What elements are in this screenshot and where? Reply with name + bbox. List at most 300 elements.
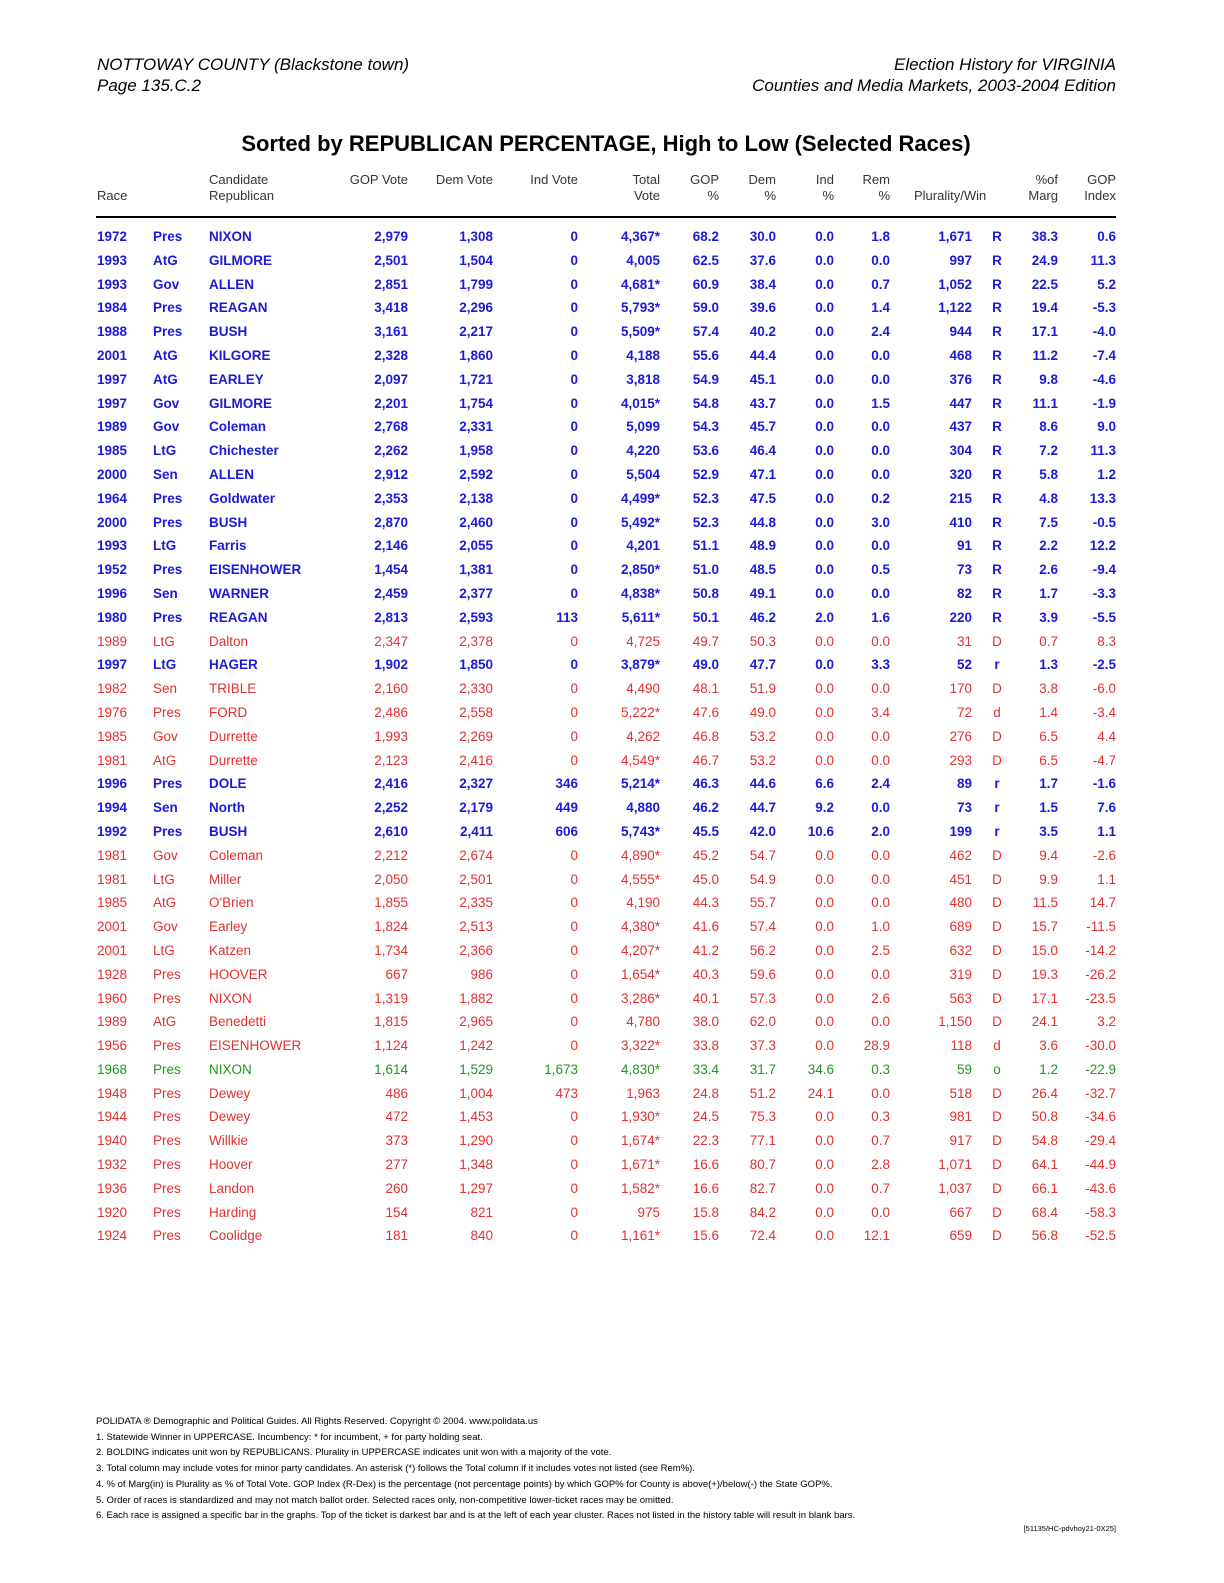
plurality: 73 xyxy=(956,562,972,578)
gop-index: 9.0 xyxy=(1097,419,1116,435)
dem-pct: 46.4 xyxy=(749,443,776,459)
gop-vote: 2,912 xyxy=(374,466,408,482)
race-office: LtG xyxy=(153,657,177,673)
dem-vote: 2,501 xyxy=(459,871,493,887)
dem-pct: 57.4 xyxy=(749,919,776,935)
rem-pct: 0.0 xyxy=(871,633,890,649)
plurality: 304 xyxy=(949,443,972,459)
table-row xyxy=(0,704,1224,728)
rem-pct: 0.2 xyxy=(871,490,890,506)
table-row xyxy=(0,371,1224,395)
winner: R xyxy=(992,229,1002,244)
pct-margin: 64.1 xyxy=(1031,1157,1058,1173)
ind-vote: 113 xyxy=(556,609,578,625)
table-row xyxy=(0,442,1224,466)
pct-margin: 6.5 xyxy=(1039,728,1058,744)
winner: R xyxy=(992,395,1002,411)
race-year: 1944 xyxy=(97,1109,128,1125)
total-vote: 4,681* xyxy=(620,276,660,292)
ind-vote: 0 xyxy=(570,1180,578,1196)
dem-pct: 49.1 xyxy=(749,585,776,601)
table-row xyxy=(0,609,1224,633)
total-vote: 5,611* xyxy=(621,609,660,625)
table-row xyxy=(0,585,1224,609)
table-row xyxy=(0,847,1224,871)
dem-pct: 54.7 xyxy=(749,847,776,863)
dem-vote: 2,674 xyxy=(459,847,493,863)
plurality: 320 xyxy=(949,466,972,482)
gop-pct: 62.5 xyxy=(692,252,719,268)
dem-vote: 2,217 xyxy=(459,324,493,340)
table-row xyxy=(0,347,1224,371)
ind-vote: 0 xyxy=(570,1014,578,1030)
plurality: 220 xyxy=(949,609,972,625)
ind-pct: 0.0 xyxy=(815,704,834,720)
candidate-name: WARNER xyxy=(209,585,269,601)
dem-pct: 53.2 xyxy=(749,728,776,744)
total-vote: 1,963 xyxy=(626,1085,660,1101)
winner: D xyxy=(992,752,1002,768)
dem-vote: 2,335 xyxy=(459,895,493,911)
footnotes xyxy=(96,1414,855,1524)
gop-index: -52.5 xyxy=(1085,1228,1116,1244)
gop-pct: 50.1 xyxy=(692,609,719,625)
ind-vote: 0 xyxy=(570,229,578,244)
gop-pct: 46.8 xyxy=(692,728,719,744)
race-year: 1997 xyxy=(97,395,128,411)
race-year: 1920 xyxy=(97,1204,128,1220)
race-year: 1996 xyxy=(97,776,128,792)
dem-pct: 51.2 xyxy=(749,1085,776,1101)
dem-vote: 2,366 xyxy=(459,942,493,958)
ind-pct: 0.0 xyxy=(815,300,834,316)
pct-margin: 7.2 xyxy=(1039,443,1058,459)
winner: D xyxy=(992,1133,1002,1149)
winner: r xyxy=(994,776,1000,792)
pct-margin: 1.5 xyxy=(1039,800,1058,816)
gop-vote: 2,610 xyxy=(374,823,408,839)
dem-vote: 1,529 xyxy=(459,1061,493,1077)
gop-vote: 2,050 xyxy=(374,871,408,887)
col-ind-pct-line1: Ind xyxy=(815,172,834,187)
race-office: LtG xyxy=(153,871,175,887)
pct-margin: 8.6 xyxy=(1039,419,1058,435)
total-vote: 1,161* xyxy=(620,1228,660,1244)
dem-pct: 72.4 xyxy=(749,1228,776,1244)
gop-vote: 260 xyxy=(385,1180,408,1196)
candidate-name: TRIBLE xyxy=(209,681,257,697)
gop-vote: 667 xyxy=(385,966,408,982)
total-vote: 5,743* xyxy=(620,823,660,839)
total-vote: 5,222* xyxy=(620,704,660,720)
candidate-name: Katzen xyxy=(209,942,252,958)
gop-index: 4.4 xyxy=(1097,728,1116,744)
ind-pct: 0.0 xyxy=(815,990,834,1006)
dem-vote: 1,290 xyxy=(459,1133,493,1149)
gop-pct: 44.3 xyxy=(692,895,719,911)
ind-vote: 346 xyxy=(555,776,578,792)
col-candidate-line2: Republican xyxy=(209,188,275,203)
rem-pct: 0.0 xyxy=(871,1204,890,1220)
winner: R xyxy=(992,276,1002,292)
total-vote: 5,793* xyxy=(620,300,660,316)
race-year: 2000 xyxy=(97,466,128,482)
race-office: Sen xyxy=(153,585,178,601)
race-office: Gov xyxy=(153,847,178,863)
ind-vote: 0 xyxy=(570,942,578,958)
col-total-vote xyxy=(633,172,660,204)
rem-pct: 2.4 xyxy=(871,776,890,792)
dem-vote: 1,882 xyxy=(459,990,493,1006)
total-vote: 3,322* xyxy=(620,1038,660,1054)
plurality: 667 xyxy=(949,1204,972,1220)
rem-pct: 2.6 xyxy=(871,990,890,1006)
race-office: AtG xyxy=(153,347,178,363)
gop-vote: 2,501 xyxy=(374,252,408,268)
gop-index: -30.0 xyxy=(1085,1038,1116,1054)
gop-pct: 45.5 xyxy=(692,823,719,839)
race-year: 1993 xyxy=(97,252,128,268)
ind-vote: 449 xyxy=(555,800,578,816)
gop-pct: 15.8 xyxy=(692,1204,719,1220)
winner: R xyxy=(992,609,1002,625)
race-year: 1952 xyxy=(97,562,128,578)
plurality: 451 xyxy=(949,871,972,887)
race-office: Pres xyxy=(153,1109,181,1125)
winner: D xyxy=(992,871,1002,887)
dem-pct: 48.5 xyxy=(749,562,776,578)
pct-margin: 9.8 xyxy=(1039,371,1058,387)
winner: r xyxy=(994,657,1000,673)
col-marg-line2: Marg xyxy=(1028,188,1058,203)
race-office: Pres xyxy=(153,1157,181,1173)
col-candidate xyxy=(209,172,274,204)
gop-vote: 1,319 xyxy=(374,990,408,1006)
race-office: Pres xyxy=(153,300,183,316)
total-vote: 1,671* xyxy=(620,1157,660,1173)
dem-vote: 2,179 xyxy=(459,800,493,816)
footnote-2: 2. BOLDING indicates unit won by REPUBLICANS. Plurality in UPPERCASE indicates unit won with a majority of the vote. xyxy=(96,1447,612,1459)
total-vote: 4,725 xyxy=(626,633,660,649)
table-row xyxy=(0,966,1224,990)
race-year: 1968 xyxy=(97,1061,128,1077)
gop-index: -43.6 xyxy=(1085,1180,1116,1196)
gop-pct: 46.3 xyxy=(692,776,719,792)
gop-pct: 45.2 xyxy=(692,847,719,863)
plurality: 118 xyxy=(950,1038,972,1054)
gop-index: -9.4 xyxy=(1092,562,1116,578)
ind-vote: 0 xyxy=(570,728,578,744)
pct-margin: 1.2 xyxy=(1039,1061,1058,1077)
pct-margin: 1.3 xyxy=(1039,657,1058,673)
gop-index: -5.5 xyxy=(1092,609,1116,625)
race-office: Pres xyxy=(153,1133,181,1149)
dem-vote: 1,348 xyxy=(459,1157,493,1173)
total-vote: 4,207* xyxy=(620,942,660,958)
table-row xyxy=(0,276,1224,300)
dem-pct: 53.2 xyxy=(749,752,776,768)
dem-vote: 2,269 xyxy=(459,728,493,744)
rem-pct: 0.0 xyxy=(871,895,890,911)
winner: D xyxy=(992,1204,1002,1220)
plurality: 215 xyxy=(949,490,972,506)
gop-vote: 2,486 xyxy=(374,704,408,720)
table-row xyxy=(0,1156,1224,1180)
dem-vote: 1,958 xyxy=(459,443,493,459)
table-row xyxy=(0,656,1224,680)
plurality: 1,150 xyxy=(938,1014,972,1030)
dem-vote: 1,860 xyxy=(459,347,493,363)
dem-vote: 2,331 xyxy=(459,419,493,435)
gop-pct: 60.9 xyxy=(692,276,719,292)
winner: R xyxy=(992,585,1002,601)
dem-vote: 2,138 xyxy=(459,490,493,506)
table-row xyxy=(0,871,1224,895)
table-row xyxy=(0,299,1224,323)
gop-index: 1.2 xyxy=(1097,466,1116,482)
col-dem-pct-line2: % xyxy=(764,188,776,203)
rem-pct: 1.8 xyxy=(871,229,890,244)
rem-pct: 1.5 xyxy=(871,395,890,411)
candidate-name: EISENHOWER xyxy=(209,562,302,578)
gop-vote: 181 xyxy=(385,1228,408,1244)
pct-margin: 26.4 xyxy=(1031,1085,1058,1101)
gop-vote: 2,160 xyxy=(374,681,408,697)
dem-vote: 840 xyxy=(470,1228,493,1244)
table-row xyxy=(0,514,1224,538)
pct-margin: 24.9 xyxy=(1031,252,1058,268)
results-table xyxy=(0,228,1224,1251)
ind-vote: 0 xyxy=(570,871,578,887)
county-name: NOTTOWAY COUNTY (Blackstone town) xyxy=(97,55,410,74)
plurality: 1,122 xyxy=(938,300,972,316)
plurality: 52 xyxy=(956,657,972,673)
race-office: Pres xyxy=(153,704,181,720)
race-office: Pres xyxy=(153,1228,181,1244)
race-office: Pres xyxy=(153,823,183,839)
dem-vote: 1,308 xyxy=(459,229,493,244)
race-year: 1989 xyxy=(97,1014,128,1030)
race-office: Pres xyxy=(153,1085,181,1101)
winner: D xyxy=(992,942,1002,958)
plurality: 632 xyxy=(949,942,972,958)
plurality: 199 xyxy=(949,823,972,839)
dem-vote: 1,242 xyxy=(459,1038,493,1054)
candidate-name: ALLEN xyxy=(209,466,254,482)
table-row xyxy=(0,1061,1224,1085)
winner: r xyxy=(994,800,1000,816)
ind-pct: 0.0 xyxy=(815,252,834,268)
rem-pct: 0.0 xyxy=(871,966,890,982)
winner: R xyxy=(992,347,1002,363)
ind-pct: 9.2 xyxy=(815,800,834,816)
winner: D xyxy=(992,728,1002,744)
gop-index: 11.3 xyxy=(1090,252,1116,268)
rem-pct: 0.3 xyxy=(871,1109,890,1125)
dem-pct: 84.2 xyxy=(749,1204,776,1220)
race-year: 1985 xyxy=(97,895,128,911)
plurality: 659 xyxy=(949,1228,972,1244)
candidate-name: Dalton xyxy=(209,633,249,649)
dem-pct: 77.1 xyxy=(749,1133,776,1149)
winner: D xyxy=(992,633,1002,649)
gop-pct: 47.6 xyxy=(692,704,719,720)
ind-pct: 0.0 xyxy=(815,871,834,887)
dem-pct: 30.0 xyxy=(749,229,776,244)
race-office: Pres xyxy=(153,1180,181,1196)
race-year: 1985 xyxy=(97,728,128,744)
candidate-name: Miller xyxy=(209,871,242,887)
total-vote: 4,188 xyxy=(626,347,660,363)
table-row xyxy=(0,537,1224,561)
dem-vote: 2,416 xyxy=(459,752,493,768)
gop-index: -2.6 xyxy=(1092,847,1116,863)
col-plurality-win: Plurality/Win xyxy=(914,188,987,203)
dem-pct: 44.4 xyxy=(749,347,776,363)
dem-pct: 31.7 xyxy=(749,1061,776,1077)
page-title: Sorted by REPUBLICAN PERCENTAGE, High to Low (Selected Races) xyxy=(241,131,971,156)
gop-index: -2.5 xyxy=(1092,657,1116,673)
col-rem-pct-line2: % xyxy=(878,188,890,203)
race-office: Pres xyxy=(153,990,181,1006)
ind-vote: 0 xyxy=(570,252,578,268)
candidate-name: HAGER xyxy=(209,657,258,673)
gop-index: -11.5 xyxy=(1086,919,1116,935)
ind-pct: 0.0 xyxy=(815,324,834,340)
winner: D xyxy=(992,966,1002,982)
total-vote: 4,190 xyxy=(626,895,660,911)
ind-vote: 0 xyxy=(570,1109,578,1125)
race-office: AtG xyxy=(153,895,177,911)
dem-vote: 821 xyxy=(470,1204,493,1220)
pct-margin: 56.8 xyxy=(1031,1228,1058,1244)
gop-index: -4.0 xyxy=(1092,324,1116,340)
pct-margin: 11.1 xyxy=(1032,395,1058,411)
plurality: 170 xyxy=(949,681,972,697)
race-office: Sen xyxy=(153,681,178,697)
ind-vote: 606 xyxy=(555,823,578,839)
gop-vote: 3,418 xyxy=(374,300,408,316)
candidate-name: EISENHOWER xyxy=(209,1038,302,1054)
col-gop-index xyxy=(1084,172,1116,204)
winner: R xyxy=(992,324,1002,340)
ind-pct: 0.0 xyxy=(815,371,834,387)
candidate-name: Benedetti xyxy=(209,1014,267,1030)
dem-pct: 40.2 xyxy=(749,324,776,340)
ind-pct: 0.0 xyxy=(815,895,834,911)
gop-pct: 46.7 xyxy=(692,752,719,768)
winner: o xyxy=(993,1061,1001,1077)
candidate-name: EARLEY xyxy=(209,371,264,387)
dem-pct: 50.3 xyxy=(749,633,776,649)
dem-pct: 82.7 xyxy=(749,1180,776,1196)
ind-pct: 0.0 xyxy=(815,562,834,578)
gop-pct: 49.0 xyxy=(692,657,719,673)
total-vote: 1,674* xyxy=(620,1133,660,1149)
col-total-line1: Total xyxy=(632,172,660,187)
race-year: 2001 xyxy=(97,942,128,958)
gop-vote: 2,979 xyxy=(374,229,408,244)
dem-pct: 44.6 xyxy=(749,776,776,792)
candidate-name: Dewey xyxy=(209,1109,251,1125)
race-office: Sen xyxy=(153,466,178,482)
gop-vote: 1,902 xyxy=(374,657,408,673)
pct-margin: 66.1 xyxy=(1031,1180,1058,1196)
race-office: AtG xyxy=(153,371,178,387)
dem-vote: 2,558 xyxy=(459,704,493,720)
plurality: 59 xyxy=(956,1061,972,1077)
footnote-copyright: POLIDATA ® Demographic and Political Guides. All Rights Reserved. Copyright © 2004. www.polidata.us xyxy=(96,1416,538,1427)
candidate-name: DOLE xyxy=(209,776,247,792)
plurality: 276 xyxy=(949,728,972,744)
gop-index: 1.1 xyxy=(1097,871,1116,887)
rem-pct: 0.7 xyxy=(871,1133,890,1149)
gop-index: 7.6 xyxy=(1097,800,1116,816)
gop-index: -58.3 xyxy=(1085,1204,1116,1220)
candidate-name: Chichester xyxy=(209,443,279,459)
ind-vote: 0 xyxy=(570,919,578,935)
candidate-name: Dewey xyxy=(209,1085,251,1101)
rem-pct: 0.0 xyxy=(871,1014,890,1030)
dem-pct: 44.8 xyxy=(749,514,776,530)
winner: R xyxy=(992,538,1002,554)
gop-vote: 2,851 xyxy=(374,276,408,292)
col-candidate-line1: Candidate xyxy=(209,172,269,187)
candidate-name: KILGORE xyxy=(209,347,271,363)
dem-pct: 37.6 xyxy=(749,252,776,268)
gop-vote: 2,097 xyxy=(374,371,408,387)
header-right xyxy=(752,54,1116,96)
ind-pct: 0.0 xyxy=(815,847,834,863)
dem-pct: 57.3 xyxy=(749,990,776,1006)
gop-vote: 2,328 xyxy=(374,347,408,363)
ind-pct: 0.0 xyxy=(815,490,834,506)
pct-margin: 9.4 xyxy=(1039,847,1058,863)
gop-vote: 486 xyxy=(385,1085,408,1101)
rem-pct: 0.0 xyxy=(871,1085,890,1101)
plurality: 72 xyxy=(956,704,972,720)
gop-pct: 24.5 xyxy=(692,1109,719,1125)
race-year: 1994 xyxy=(97,800,128,816)
gop-vote: 3,161 xyxy=(374,324,408,340)
ind-vote: 0 xyxy=(570,276,578,292)
pct-margin: 15.0 xyxy=(1031,942,1058,958)
ind-vote: 0 xyxy=(570,633,578,649)
candidate-name: Coolidge xyxy=(209,1228,263,1244)
ind-vote: 0 xyxy=(570,1157,578,1173)
ind-pct: 0.0 xyxy=(815,1038,834,1054)
total-vote: 1,654* xyxy=(620,966,660,982)
dem-pct: 80.7 xyxy=(749,1157,776,1173)
gop-pct: 50.8 xyxy=(692,585,719,601)
race-year: 1981 xyxy=(97,752,128,768)
ind-pct: 0.0 xyxy=(815,942,834,958)
winner: D xyxy=(992,1014,1002,1030)
race-year: 1960 xyxy=(97,990,128,1006)
rem-pct: 1.6 xyxy=(871,609,890,625)
gop-vote: 1,614 xyxy=(374,1061,408,1077)
col-gop-pct-line1: GOP xyxy=(690,172,719,187)
rem-pct: 0.0 xyxy=(871,800,890,816)
gop-vote: 154 xyxy=(385,1204,408,1220)
plurality: 1,037 xyxy=(938,1180,972,1196)
gop-index: -5.3 xyxy=(1092,300,1116,316)
total-vote: 4,015* xyxy=(620,395,660,411)
dem-pct: 45.7 xyxy=(749,419,776,435)
footnote-4: 4. % of Marg(in) is Plurality as % of Total Vote. GOP Index (R-Dex) is the percentage (not percentage points) by which GOP% for County is above(+)/below(-) the State GOP%. xyxy=(96,1478,833,1490)
footnote-6: 6. Each race is assigned a specific bar in the graphs. Top of the ticket is darkest bar and is at the left of each year cluster. Races not listed in the history table will result in blank bars. xyxy=(96,1510,856,1522)
winner: D xyxy=(992,1157,1002,1173)
